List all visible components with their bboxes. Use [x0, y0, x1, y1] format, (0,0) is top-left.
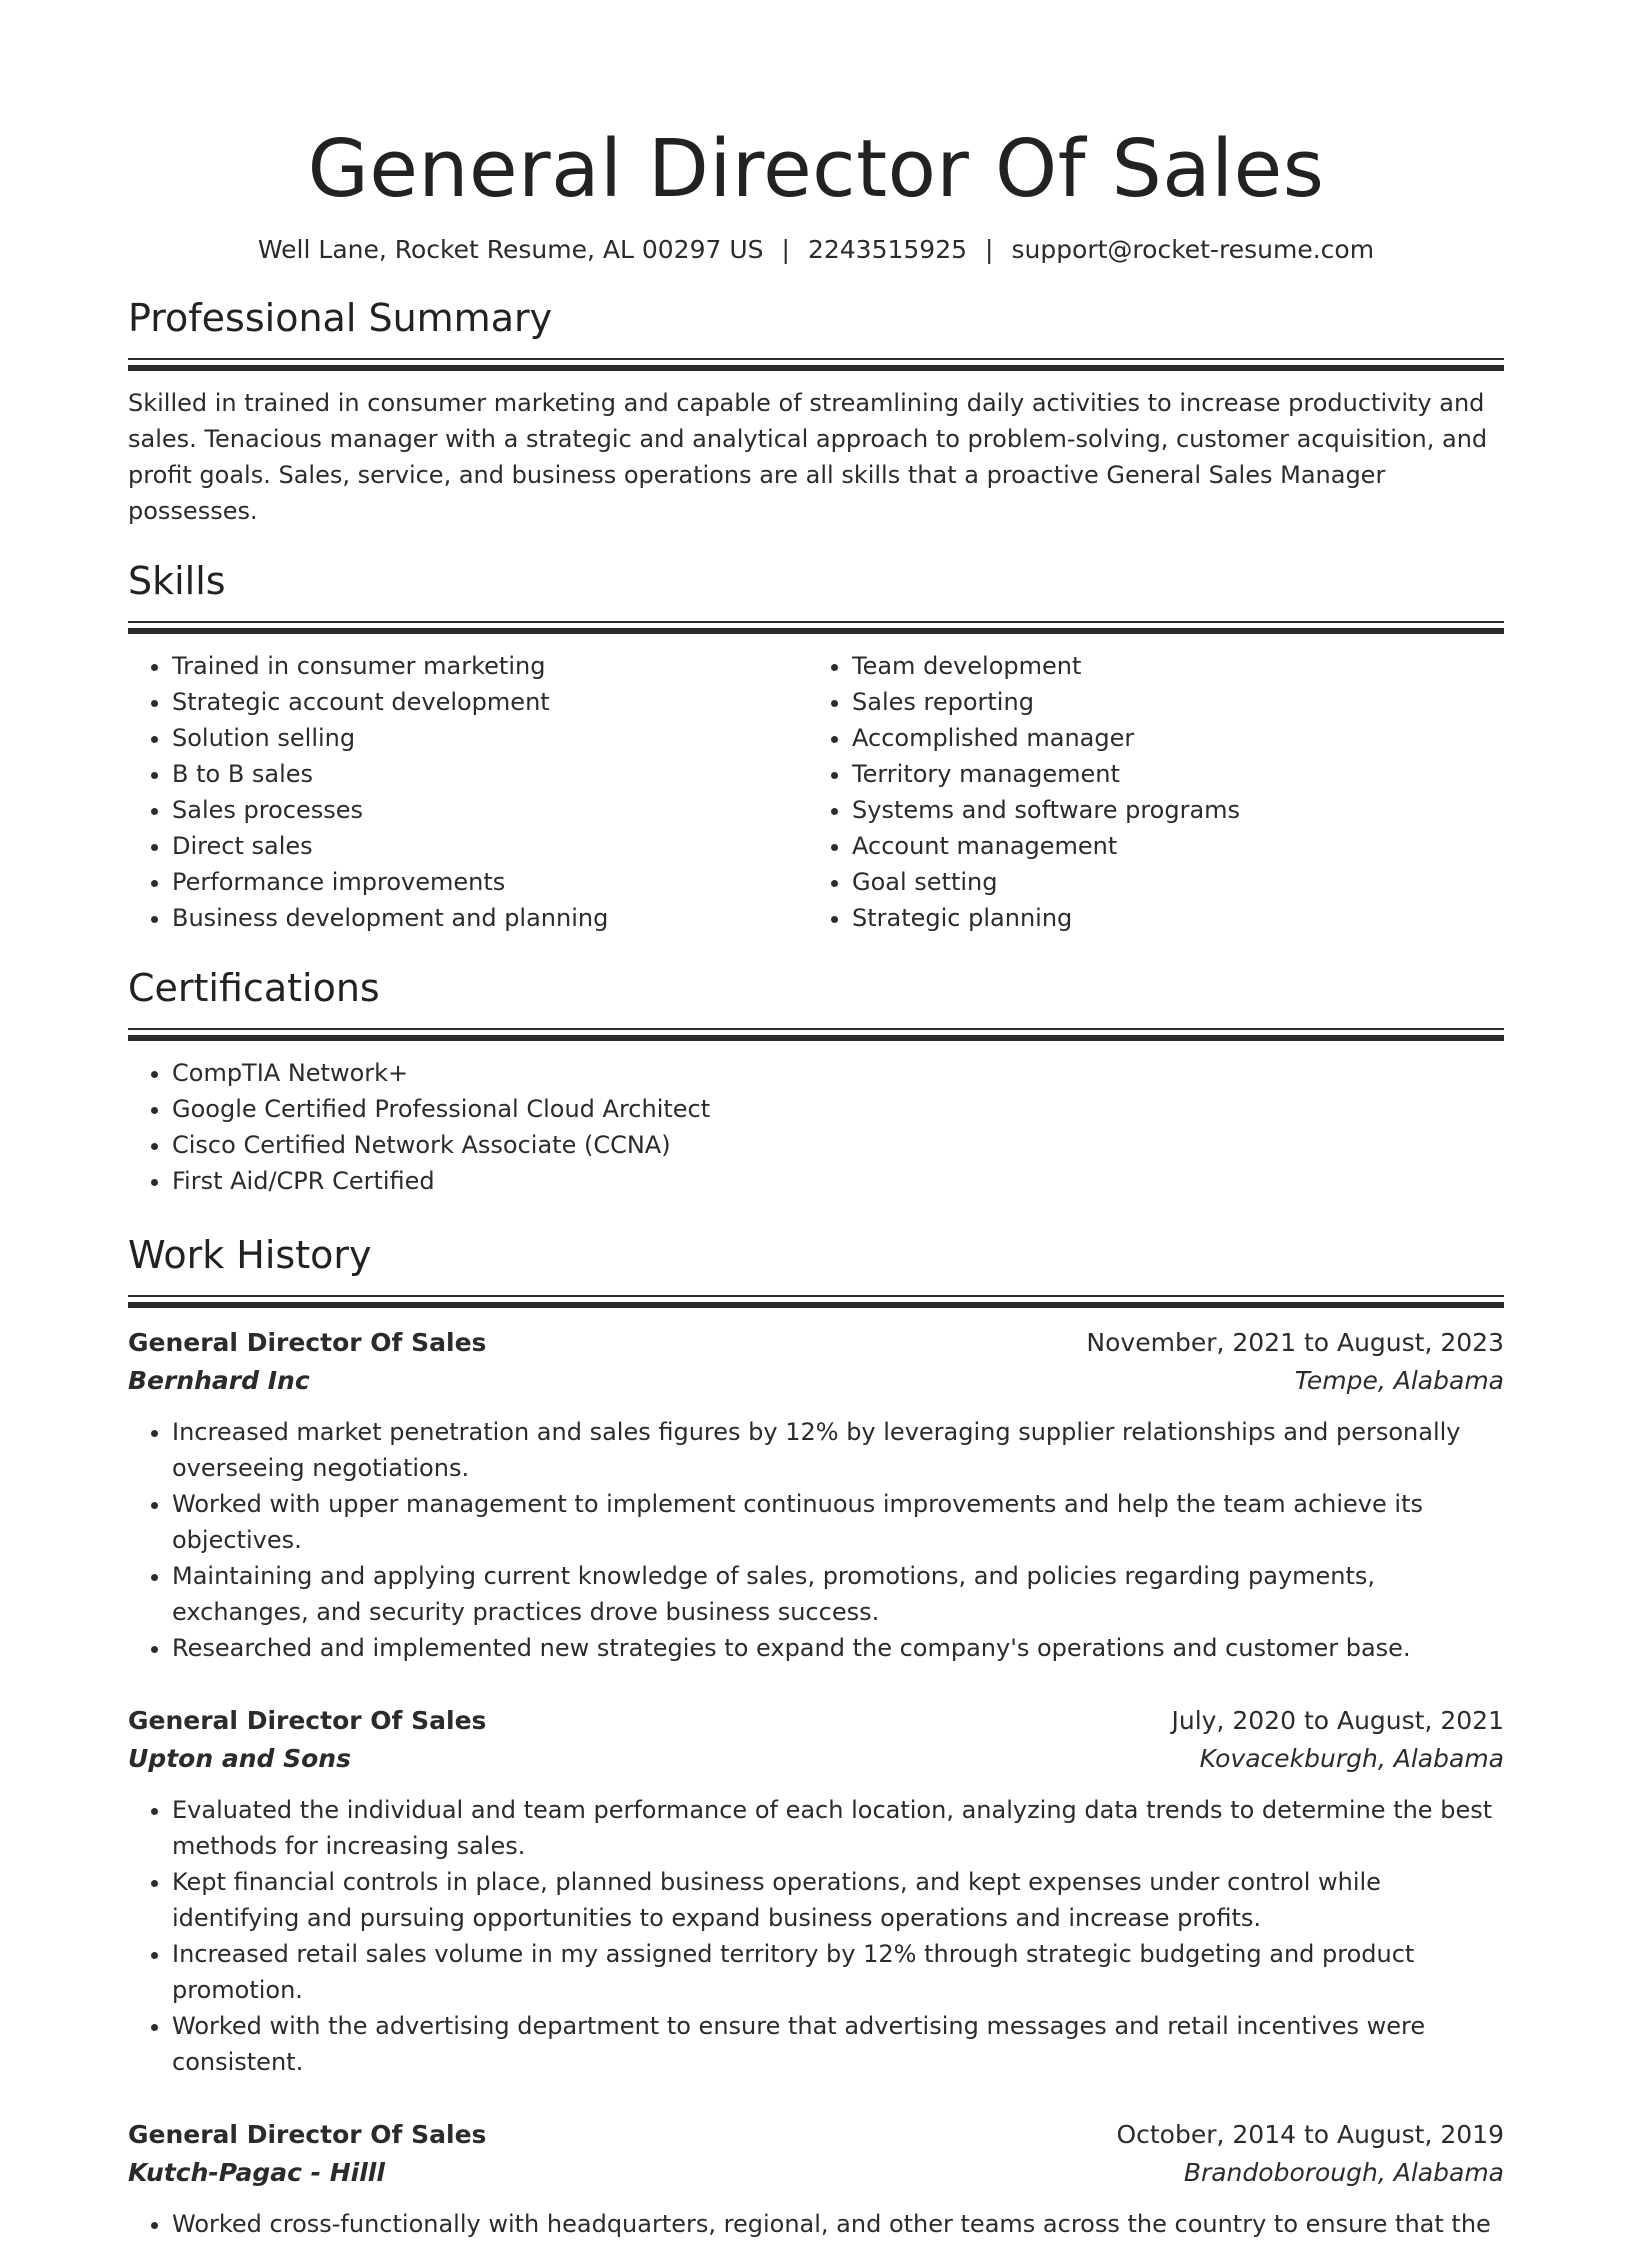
skill-item: • Performance improvements: [172, 864, 808, 900]
summary-heading: Professional Summary: [128, 296, 553, 340]
job-bullet: • Increased market penetration and sales figures by 12% by leveraging supplier relationships and personally overseeing negotiations.: [172, 1414, 1504, 1486]
contact-address: Well Lane, Rocket Resume, AL 00297 US: [257, 235, 764, 264]
skill-item: • Systems and software programs: [852, 792, 1488, 828]
certifications-heading: Certifications: [128, 966, 380, 1010]
summary-text: Skilled in trained in consumer marketing and capable of streamlining daily activities to increase productivity and sales. Tenacious manager with a strategic and analytical approach to problem-solving, customer acquisition, and profit goals. Sales, service, and business operations are all skills that a proactive General Sales Manager possesses.: [128, 389, 1488, 525]
skills-heading: Skills: [128, 559, 226, 603]
section-divider: [128, 1028, 1504, 1041]
job-bullet: • Worked with upper management to implement continuous improvements and help the team achieve its objectives.: [172, 1486, 1504, 1558]
skill-item: • Territory management: [852, 756, 1488, 792]
job-company: Kutch-Pagac - Hilll: [128, 2158, 385, 2187]
certification-item: • Cisco Certified Network Associate (CCNA): [172, 1127, 1504, 1163]
job-bullet: • Researched and implemented new strategies to expand the company's operations and customer base.: [172, 1630, 1504, 1666]
job-bullet: • Worked with the advertising department to ensure that advertising messages and retail incentives were consistent.: [172, 2008, 1504, 2080]
skills-columns: [128, 648, 1504, 936]
skills-section: [128, 557, 1504, 936]
skill-item: • Accomplished manager: [852, 720, 1488, 756]
certifications-list: [128, 1055, 1504, 1199]
job-bullets: [128, 1792, 1504, 2080]
skill-item: • Team development: [852, 648, 1488, 684]
contact-phone: 2243515925: [807, 235, 968, 264]
contact-separator: |: [985, 235, 994, 264]
job-bullet: • Worked cross-functionally with headquarters, regional, and other teams across the country to ensure that the: [172, 2206, 1504, 2242]
section-divider: [128, 621, 1504, 634]
section-divider: [128, 358, 1504, 371]
skills-list-right: [808, 648, 1488, 936]
skill-item: • Business development and planning: [172, 900, 808, 936]
skill-item: • Strategic planning: [852, 900, 1488, 936]
job-header-row: [128, 2116, 1504, 2154]
job-company-row: [128, 2154, 1504, 2192]
job-dates: July, 2020 to August, 2021: [1171, 1706, 1504, 1735]
skill-item: • Sales reporting: [852, 684, 1488, 720]
contact-separator: |: [781, 235, 790, 264]
certification-item: • Google Certified Professional Cloud Architect: [172, 1091, 1504, 1127]
work-history-heading: Work History: [128, 1233, 372, 1277]
job-entry: [128, 2116, 1504, 2242]
certification-item: • First Aid/CPR Certified: [172, 1163, 1504, 1199]
job-title: General Director Of Sales: [128, 1328, 487, 1357]
resume-page: [128, 0, 1504, 2242]
section-divider: [128, 1295, 1504, 1308]
skill-item: • Sales processes: [172, 792, 808, 828]
job-entry: [128, 1702, 1504, 2080]
job-bullet: • Kept financial controls in place, planned business operations, and kept expenses under control while identifying and pursuing opportunities to expand business operations and increase profits.: [172, 1864, 1504, 1936]
job-bullets: [128, 1414, 1504, 1666]
summary-section: [128, 294, 1504, 529]
job-dates: October, 2014 to August, 2019: [1116, 2120, 1504, 2149]
skill-item: • Trained in consumer marketing: [172, 648, 808, 684]
job-header-row: [128, 1324, 1504, 1362]
skill-item: • Direct sales: [172, 828, 808, 864]
job-company-row: [128, 1362, 1504, 1400]
contact-line: [128, 234, 1504, 266]
job-title: General Director Of Sales: [128, 2120, 487, 2149]
contact-email: support@rocket-resume.com: [1011, 235, 1375, 264]
job-title: General Director Of Sales: [128, 1706, 487, 1735]
job-company: Bernhard Inc: [128, 1366, 310, 1395]
skill-item: • Solution selling: [172, 720, 808, 756]
work-history-section: [128, 1231, 1504, 2242]
job-bullets: [128, 2206, 1504, 2242]
skill-item: • B to B sales: [172, 756, 808, 792]
job-entry: [128, 1324, 1504, 1666]
job-header-row: [128, 1702, 1504, 1740]
job-company: Upton and Sons: [128, 1744, 351, 1773]
skill-item: • Goal setting: [852, 864, 1488, 900]
job-location: Tempe, Alabama: [1294, 1366, 1504, 1395]
job-bullet: • Maintaining and applying current knowledge of sales, promotions, and policies regarding payments, exchanges, and security practices drove business success.: [172, 1558, 1504, 1630]
skill-item: • Account management: [852, 828, 1488, 864]
skills-list-left: [128, 648, 808, 936]
resume-name: General Director Of Sales: [307, 123, 1325, 215]
job-company-row: [128, 1740, 1504, 1778]
job-location: Brandoborough, Alabama: [1183, 2158, 1504, 2187]
job-location: Kovacekburgh, Alabama: [1199, 1744, 1504, 1773]
certifications-section: [128, 964, 1504, 1199]
job-bullet: • Evaluated the individual and team performance of each location, analyzing data trends to determine the best methods for increasing sales.: [172, 1792, 1504, 1864]
job-dates: November, 2021 to August, 2023: [1086, 1328, 1504, 1357]
skill-item: • Strategic account development: [172, 684, 808, 720]
certification-item: • CompTIA Network+: [172, 1055, 1504, 1091]
job-bullet: • Increased retail sales volume in my assigned territory by 12% through strategic budgeting and product promotion.: [172, 1936, 1504, 2008]
